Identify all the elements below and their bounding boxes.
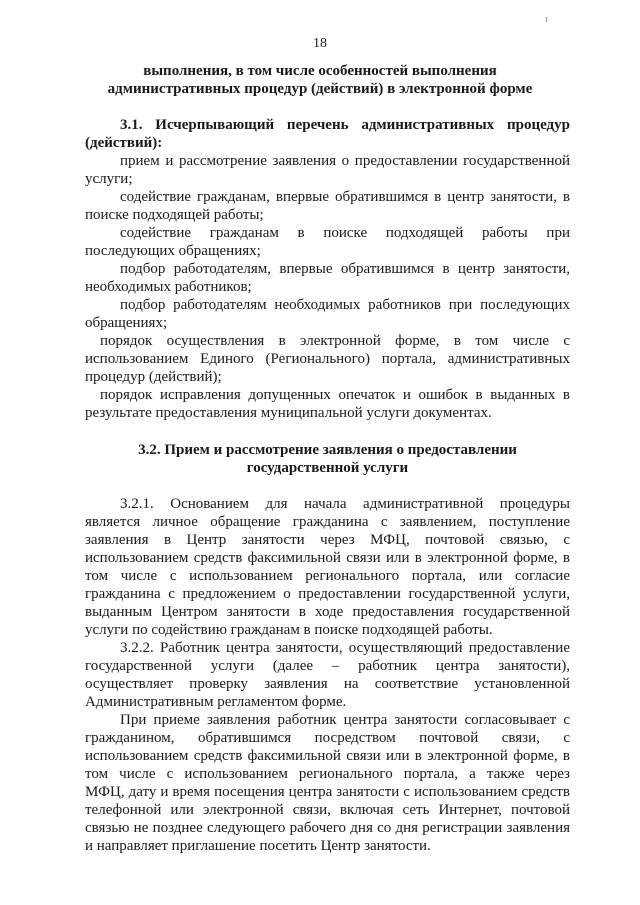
paragraph-line: При приеме заявления работник центра занятости согласовывает с	[120, 712, 570, 728]
list-item-cont: последующих обращениях;	[85, 243, 261, 259]
paragraph-line: гражданина с предложением о предоставлении государственной услуги,	[85, 586, 570, 602]
paragraph-line: том числе с использованием регионального портала, а также через	[85, 766, 570, 782]
paragraph-line: осуществляет проверку заявления на соответствие установленной	[85, 676, 570, 692]
list-item-cont: использованием Единого (Регионального) портала, административных	[85, 351, 570, 367]
list-item: прием и рассмотрение заявления о предоставлении государственной	[120, 153, 570, 169]
page-number: 18	[313, 36, 327, 51]
paragraph-line: связью не позднее следующего рабочего дня со дня регистрации заявления	[85, 820, 570, 836]
list-item: содействие гражданам в поиске подходящей работы при	[120, 225, 570, 241]
list-item-cont: необходимых работников;	[85, 279, 252, 295]
paragraph-line: государственной услуги (далее – работник центра занятости),	[85, 658, 570, 674]
list-item: порядок осуществления в электронной форме, в том числе с	[100, 333, 570, 349]
list-item-cont: результате предоставления муниципальной услуги документах.	[85, 405, 492, 421]
list-item-cont: процедур (действий);	[85, 369, 222, 385]
paragraph-line: Административным регламентом форме.	[85, 694, 347, 710]
paragraph-line: 3.2.2. Работник центра занятости, осуществляющий предоставление	[120, 640, 570, 656]
list-item-cont: поиске подходящей работы;	[85, 207, 264, 223]
paragraph-line: МФЦ, дату и время посещения центра занятости с использованием средств	[85, 784, 570, 800]
section-3-1-title: 3.1. Исчерпывающий перечень административных процедур	[120, 117, 570, 133]
header-line-2: административных процедур (действий) в электронной форме	[107, 81, 533, 97]
section-3-1-title-cont: (действий):	[85, 135, 163, 151]
paragraph-line: гражданином, обратившимся посредством почтовой связи, с	[85, 730, 570, 746]
paragraph-line: услуги по содействию гражданам в поиске подходящей работы.	[85, 622, 493, 638]
header-line-1: выполнения, в том числе особенностей выполнения	[143, 63, 497, 79]
list-item-cont: услуги;	[85, 171, 133, 187]
list-item: порядок исправления допущенных опечаток и ошибок в выданных в	[100, 387, 570, 403]
paragraph-line: и направляет приглашение посетить Центр занятости.	[85, 838, 431, 854]
paragraph-line: заявления в Центр занятости через МФЦ, почтовой связью, с	[85, 532, 570, 548]
paragraph-line: телефонной или электронной связи, включая сеть Интернет, почтовой	[85, 802, 570, 818]
list-item: подбор работодателям, впервые обратившимся в центр занятости,	[120, 261, 570, 277]
corner-mark: ı	[545, 14, 548, 25]
list-item-cont: обращениях;	[85, 315, 168, 331]
list-item: подбор работодателям необходимых работников при последующих	[120, 297, 570, 313]
paragraph-line: том числе с использованием регионального портала, или согласие	[85, 568, 570, 584]
paragraph-line: использованием средств факсимильной связи или в электронной форме, в	[85, 748, 570, 764]
paragraph-line: использованием средств факсимильной связи или в электронной форме, в	[85, 550, 570, 566]
paragraph-line: является личное обращение гражданина с заявлением, поступление	[85, 514, 570, 530]
section-3-2-title: 3.2. Прием и рассмотрение заявления о предоставлении	[138, 442, 517, 458]
list-item: содействие гражданам, впервые обратившимся в центр занятости, в	[120, 189, 570, 205]
paragraph-line: выданным Центром занятости в ходе предоставления государственной	[85, 604, 570, 620]
section-3-2-title-cont: государственной услуги	[246, 460, 409, 476]
paragraph-line: 3.2.1. Основанием для начала административной процедуры	[120, 496, 570, 512]
